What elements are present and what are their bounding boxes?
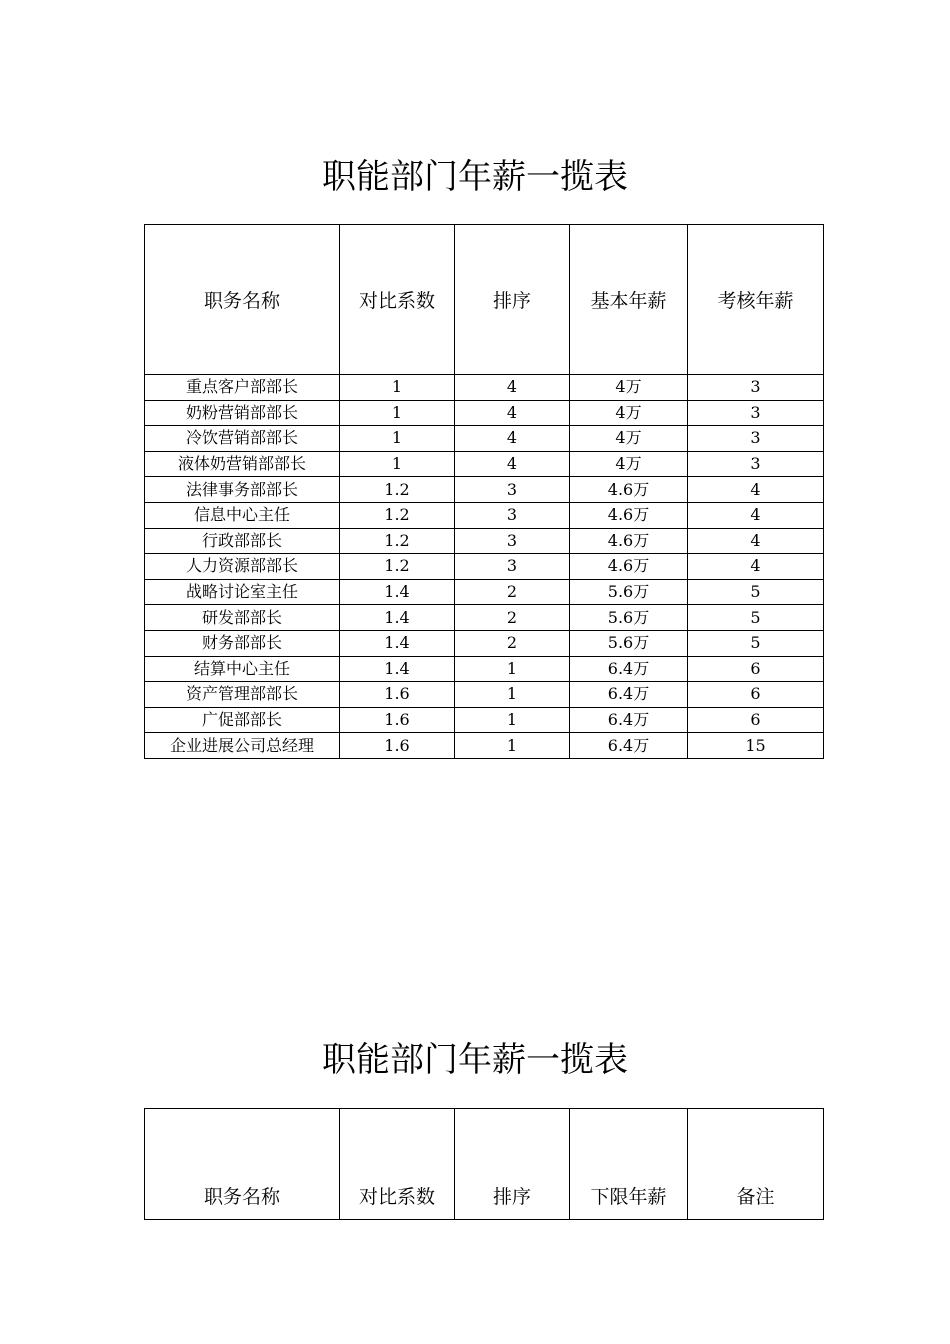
header-rank: 排序 (455, 225, 570, 375)
table-row (145, 605, 824, 631)
cell-rank: 1 (455, 733, 570, 759)
cell-rank: 4 (455, 451, 570, 477)
cell-position-name: 研发部部长 (145, 605, 340, 631)
cell-rank: 2 (455, 579, 570, 605)
cell-base-salary: 4万 (570, 451, 688, 477)
cell-ratio: 1.2 (340, 477, 455, 503)
cell-position-name: 奶粉营销部部长 (145, 400, 340, 426)
table-header-row (145, 225, 824, 375)
table-row (145, 630, 824, 656)
table-row (145, 707, 824, 733)
table-row (145, 733, 824, 759)
cell-rank: 2 (455, 605, 570, 631)
cell-ratio: 1.2 (340, 528, 455, 554)
cell-base-salary: 4.6万 (570, 477, 688, 503)
cell-base-salary: 5.6万 (570, 579, 688, 605)
cell-position-name: 人力资源部部长 (145, 554, 340, 580)
cell-assessment-salary: 5 (688, 630, 824, 656)
cell-ratio: 1.6 (340, 733, 455, 759)
cell-assessment-salary: 4 (688, 477, 824, 503)
cell-ratio: 1.4 (340, 605, 455, 631)
cell-position-name: 资产管理部部长 (145, 682, 340, 708)
table-row (145, 400, 824, 426)
table-row (145, 451, 824, 477)
table-row (145, 477, 824, 503)
cell-base-salary: 6.4万 (570, 707, 688, 733)
cell-position-name: 冷饮营销部部长 (145, 426, 340, 452)
cell-assessment-salary: 6 (688, 707, 824, 733)
cell-position-name: 财务部部长 (145, 630, 340, 656)
cell-position-name: 液体奶营销部部长 (145, 451, 340, 477)
table-row (145, 502, 824, 528)
cell-position-name: 行政部部长 (145, 528, 340, 554)
cell-ratio: 1 (340, 451, 455, 477)
cell-ratio: 1.4 (340, 579, 455, 605)
cell-base-salary: 4.6万 (570, 554, 688, 580)
cell-rank: 3 (455, 528, 570, 554)
cell-assessment-salary: 4 (688, 554, 824, 580)
table-row (145, 426, 824, 452)
cell-base-salary: 4万 (570, 426, 688, 452)
cell-base-salary: 4.6万 (570, 502, 688, 528)
cell-assessment-salary: 3 (688, 400, 824, 426)
cell-base-salary: 4万 (570, 375, 688, 401)
table-row (145, 528, 824, 554)
cell-rank: 1 (455, 707, 570, 733)
cell-rank: 3 (455, 502, 570, 528)
cell-base-salary: 6.4万 (570, 656, 688, 682)
cell-base-salary: 6.4万 (570, 682, 688, 708)
header-assessment-salary: 考核年薪 (688, 225, 824, 375)
cell-ratio: 1.2 (340, 502, 455, 528)
cell-rank: 3 (455, 477, 570, 503)
cell-ratio: 1.4 (340, 656, 455, 682)
table-row (145, 682, 824, 708)
header-base-salary: 基本年薪 (570, 225, 688, 375)
cell-ratio: 1 (340, 400, 455, 426)
cell-assessment-salary: 3 (688, 426, 824, 452)
header-rank: 排序 (455, 1109, 570, 1220)
cell-assessment-salary: 5 (688, 605, 824, 631)
salary-table-1 (144, 224, 824, 759)
header-ratio: 对比系数 (340, 225, 455, 375)
cell-assessment-salary: 15 (688, 733, 824, 759)
cell-rank: 1 (455, 682, 570, 708)
cell-base-salary: 5.6万 (570, 605, 688, 631)
cell-assessment-salary: 5 (688, 579, 824, 605)
cell-assessment-salary: 4 (688, 502, 824, 528)
cell-position-name: 法律事务部部长 (145, 477, 340, 503)
page-title-1: 职能部门年薪一揽表 (322, 157, 628, 197)
cell-ratio: 1.6 (340, 682, 455, 708)
header-remarks: 备注 (688, 1109, 824, 1220)
cell-ratio: 1 (340, 375, 455, 401)
cell-rank: 4 (455, 400, 570, 426)
table-row (145, 554, 824, 580)
table-header-row (145, 1109, 824, 1220)
page-title-2: 职能部门年薪一揽表 (322, 1040, 628, 1080)
cell-assessment-salary: 4 (688, 528, 824, 554)
cell-assessment-salary: 6 (688, 656, 824, 682)
cell-ratio: 1.4 (340, 630, 455, 656)
cell-rank: 4 (455, 375, 570, 401)
cell-assessment-salary: 6 (688, 682, 824, 708)
cell-position-name: 结算中心主任 (145, 656, 340, 682)
cell-rank: 3 (455, 554, 570, 580)
table-row (145, 656, 824, 682)
cell-base-salary: 5.6万 (570, 630, 688, 656)
cell-rank: 1 (455, 656, 570, 682)
cell-ratio: 1 (340, 426, 455, 452)
header-position-name: 职务名称 (145, 1109, 340, 1220)
header-ratio: 对比系数 (340, 1109, 455, 1220)
cell-assessment-salary: 3 (688, 451, 824, 477)
cell-position-name: 信息中心主任 (145, 502, 340, 528)
table-row (145, 579, 824, 605)
header-position-name: 职务名称 (145, 225, 340, 375)
cell-base-salary: 4万 (570, 400, 688, 426)
cell-rank: 4 (455, 426, 570, 452)
cell-position-name: 重点客户部部长 (145, 375, 340, 401)
table-row (145, 375, 824, 401)
cell-position-name: 企业进展公司总经理 (145, 733, 340, 759)
cell-position-name: 战略讨论室主任 (145, 579, 340, 605)
cell-ratio: 1.2 (340, 554, 455, 580)
cell-rank: 2 (455, 630, 570, 656)
cell-base-salary: 4.6万 (570, 528, 688, 554)
cell-ratio: 1.6 (340, 707, 455, 733)
cell-assessment-salary: 3 (688, 375, 824, 401)
salary-table-2 (144, 1108, 824, 1220)
cell-base-salary: 6.4万 (570, 733, 688, 759)
header-min-salary: 下限年薪 (570, 1109, 688, 1220)
cell-position-name: 广促部部长 (145, 707, 340, 733)
